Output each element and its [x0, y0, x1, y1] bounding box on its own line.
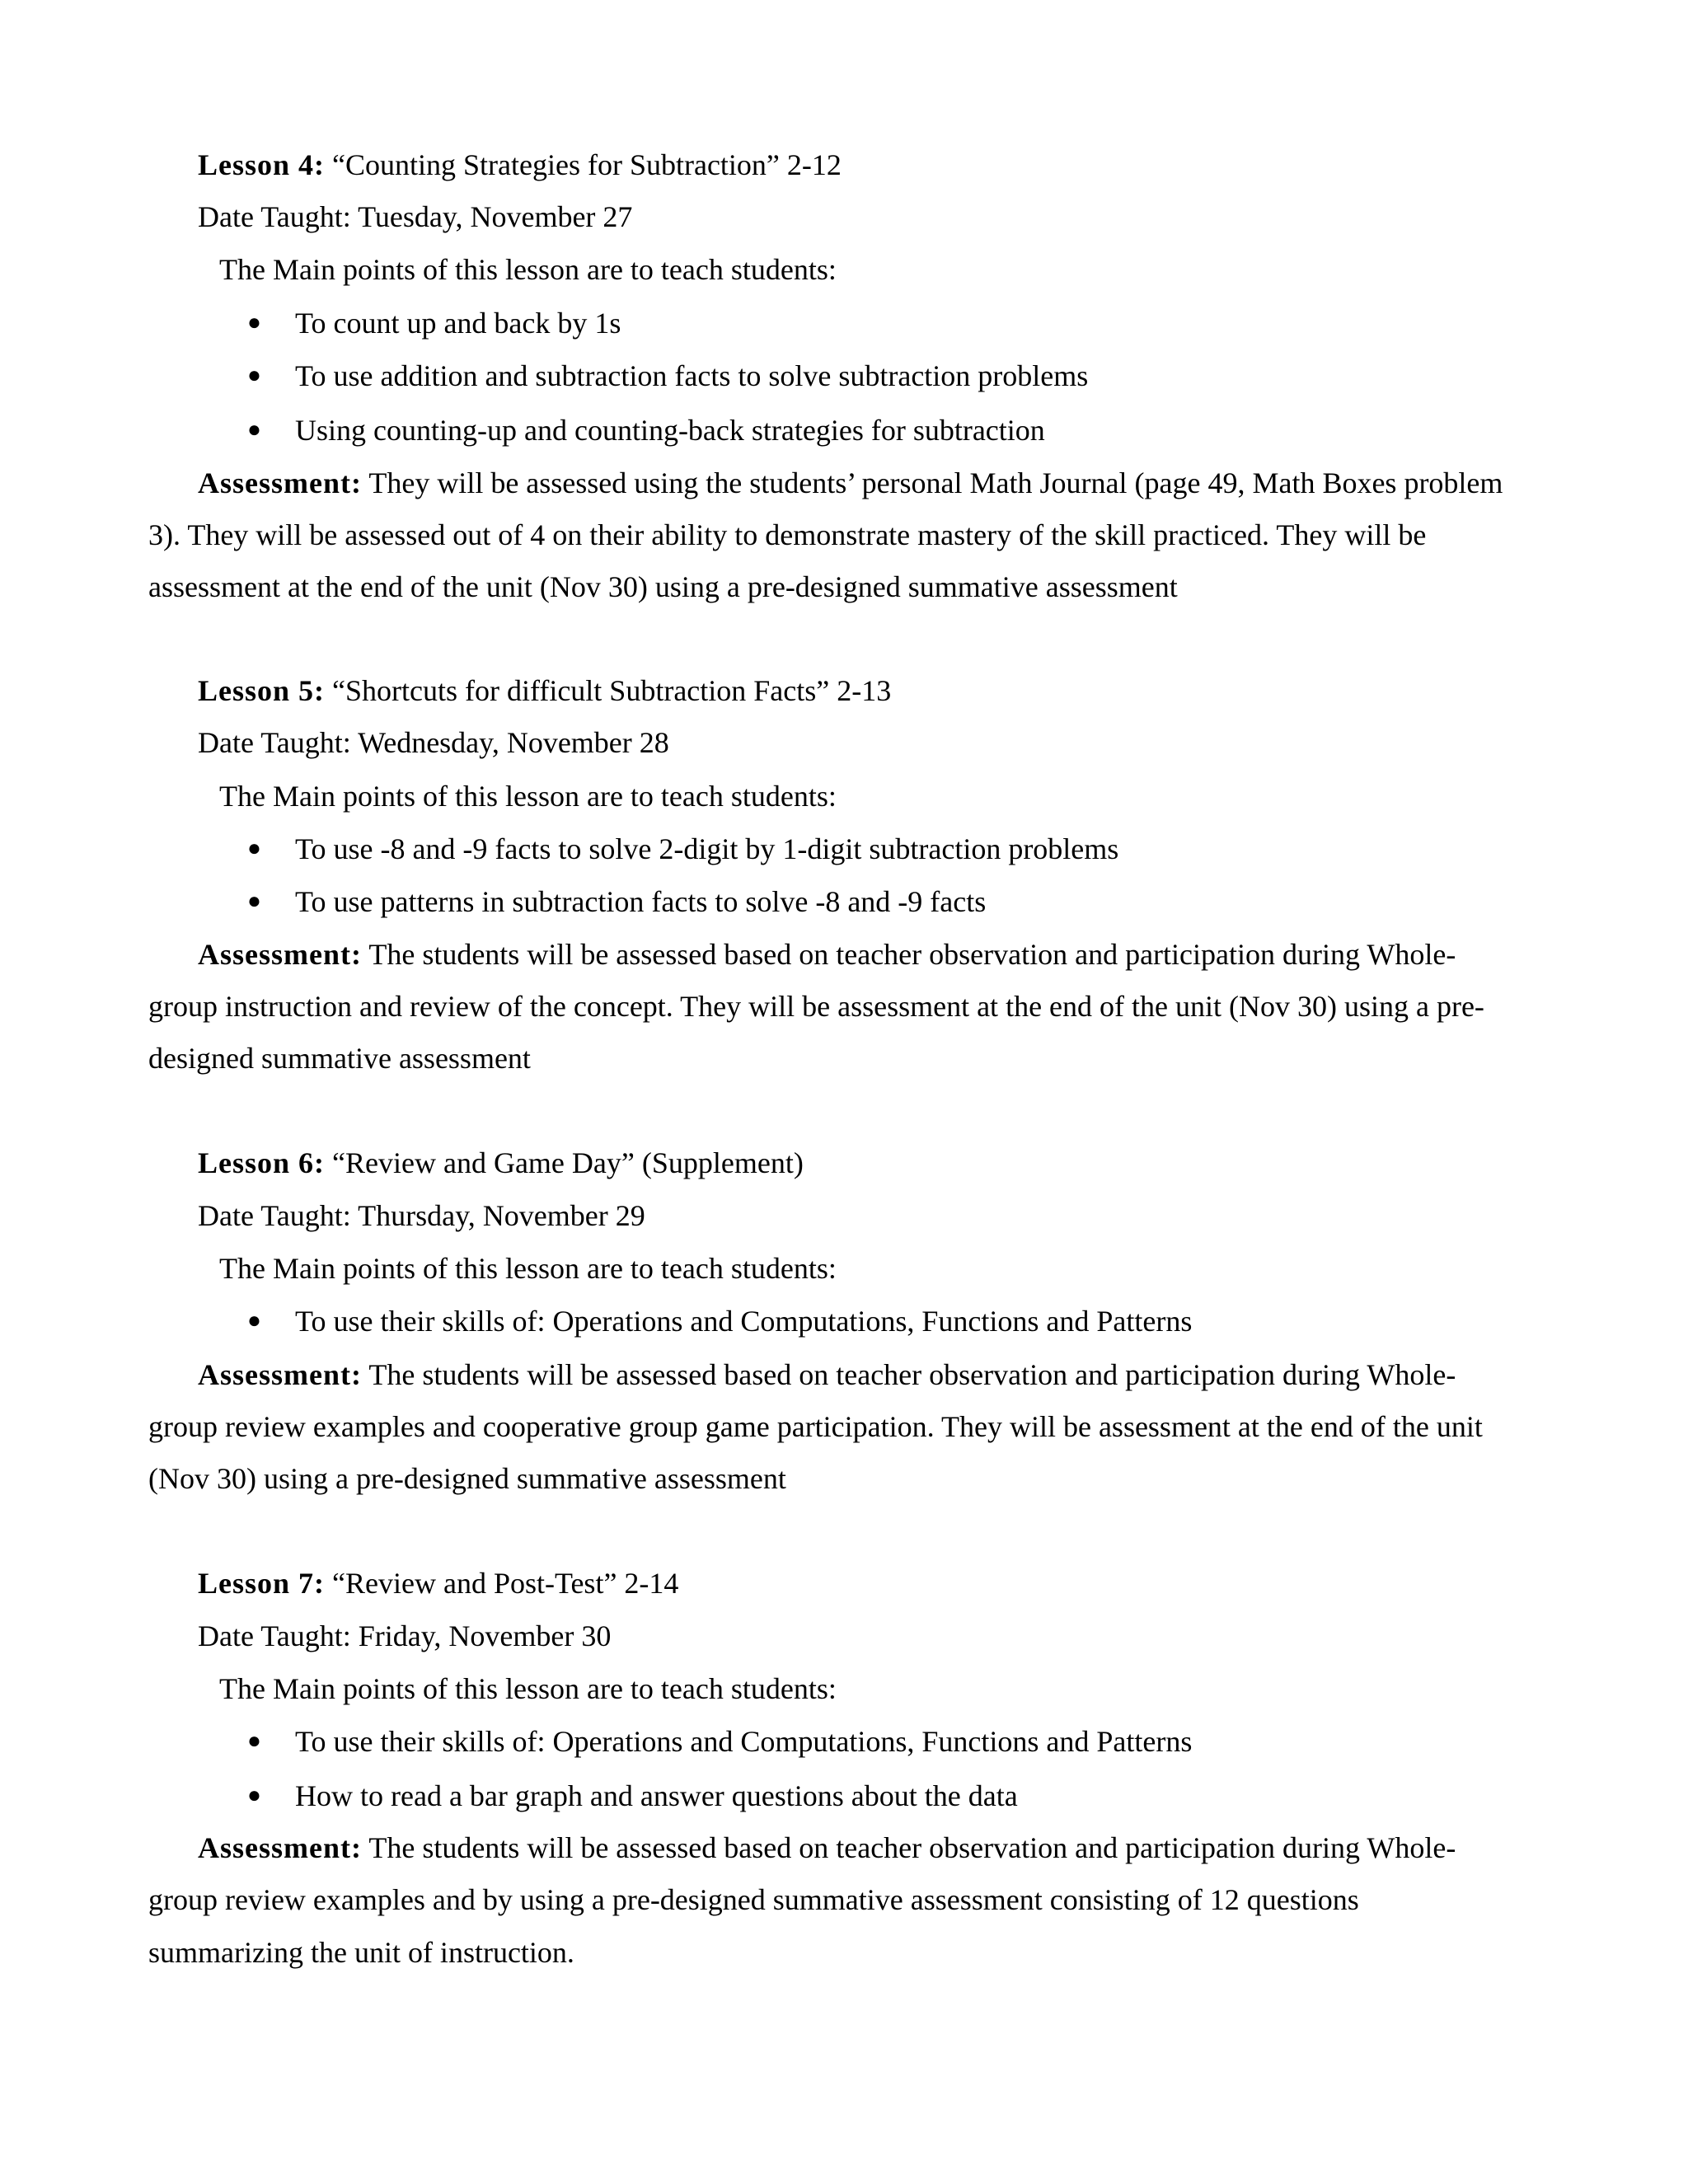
date-taught: Date Taught: Wednesday, November 28 — [198, 726, 669, 759]
assessment-text: (Nov 30) using a pre-designed summative assessment — [148, 1462, 786, 1495]
assessment-label: Assessment: — [198, 938, 362, 971]
date-taught: Date Taught: Friday, November 30 — [198, 1619, 612, 1652]
assessment-label: Assessment: — [198, 1358, 362, 1391]
assessment-text: group review examples and cooperative group game participation. They will be assessment at the end of the unit — [148, 1410, 1483, 1443]
assessment-text: The students will be assessed based on teacher observation and participation during Whole- — [368, 1358, 1456, 1391]
lesson-title-text: “Shortcuts for difficult Subtraction Facts” 2-13 — [332, 674, 892, 707]
assessment-line — [198, 1360, 1456, 1390]
bullet-icon: ● — [247, 836, 261, 861]
lesson-title-text: “Review and Post-Test” 2-14 — [332, 1567, 679, 1600]
assessment-line — [198, 468, 1503, 498]
lesson-label: Lesson 6: — [198, 1146, 326, 1179]
assessment-text: 3). They will be assessed out of 4 on their ability to demonstrate mastery of the skill practiced. They will be — [148, 518, 1427, 551]
assessment-text: The students will be assessed based on teacher observation and participation during Whole- — [368, 1831, 1456, 1864]
bullet-icon: ● — [247, 1728, 261, 1754]
main-points-intro: The Main points of this lesson are to teach students: — [219, 253, 837, 286]
bullet-item: To use addition and subtraction facts to solve subtraction problems — [295, 359, 1089, 392]
bullet-icon: ● — [247, 363, 261, 388]
lesson-label: Lesson 5: — [198, 674, 326, 707]
bullet-item: How to read a bar graph and answer questions about the data — [295, 1779, 1018, 1812]
bullet-icon: ● — [247, 310, 261, 335]
assessment-line — [198, 940, 1456, 969]
main-points-intro: The Main points of this lesson are to teach students: — [219, 1252, 837, 1285]
assessment-text: group instruction and review of the concept. They will be assessment at the end of the unit (Nov 30) using a pre- — [148, 990, 1484, 1023]
assessment-text: They will be assessed using the students’ personal Math Journal (page 49, Math Boxes problem — [368, 466, 1503, 499]
lesson-label: Lesson 4: — [198, 148, 326, 181]
bullet-item: To use their skills of: Operations and Computations, Functions and Patterns — [295, 1725, 1193, 1758]
assessment-label: Assessment: — [198, 1831, 362, 1864]
lesson-title — [198, 1148, 804, 1178]
bullet-item: Using counting-up and counting-back strategies for subtraction — [295, 414, 1045, 447]
lesson-title — [198, 1568, 678, 1598]
assessment-text: group review examples and by using a pre-designed summative assessment consisting of 12 questions — [148, 1883, 1359, 1916]
assessment-text: designed summative assessment — [148, 1042, 531, 1075]
bullet-item: To count up and back by 1s — [295, 307, 621, 340]
bullet-icon: ● — [247, 417, 261, 443]
lesson-title-text: “Counting Strategies for Subtraction” 2-12 — [332, 148, 842, 181]
assessment-line — [198, 1833, 1456, 1863]
assessment-text: assessment at the end of the unit (Nov 30) using a pre-designed summative assessment — [148, 570, 1178, 603]
assessment-text: summarizing the unit of instruction. — [148, 1936, 574, 1969]
lesson-title — [198, 150, 842, 180]
bullet-icon: ● — [247, 1783, 261, 1808]
lesson-title — [198, 676, 891, 705]
bullet-item: To use -8 and -9 facts to solve 2-digit by 1-digit subtraction problems — [295, 832, 1119, 865]
bullet-icon: ● — [247, 1308, 261, 1333]
assessment-label: Assessment: — [198, 466, 362, 499]
date-taught: Date Taught: Tuesday, November 27 — [198, 200, 633, 233]
main-points-intro: The Main points of this lesson are to teach students: — [219, 1672, 837, 1705]
date-taught: Date Taught: Thursday, November 29 — [198, 1199, 645, 1232]
lesson-label: Lesson 7: — [198, 1567, 326, 1600]
main-points-intro: The Main points of this lesson are to teach students: — [219, 780, 837, 813]
bullet-icon: ● — [247, 888, 261, 914]
assessment-text: The students will be assessed based on teacher observation and participation during Whole- — [368, 938, 1456, 971]
bullet-item: To use patterns in subtraction facts to solve -8 and -9 facts — [295, 885, 987, 918]
lesson-title-text: “Review and Game Day” (Supplement) — [332, 1146, 804, 1179]
bullet-item: To use their skills of: Operations and Computations, Functions and Patterns — [295, 1305, 1193, 1338]
